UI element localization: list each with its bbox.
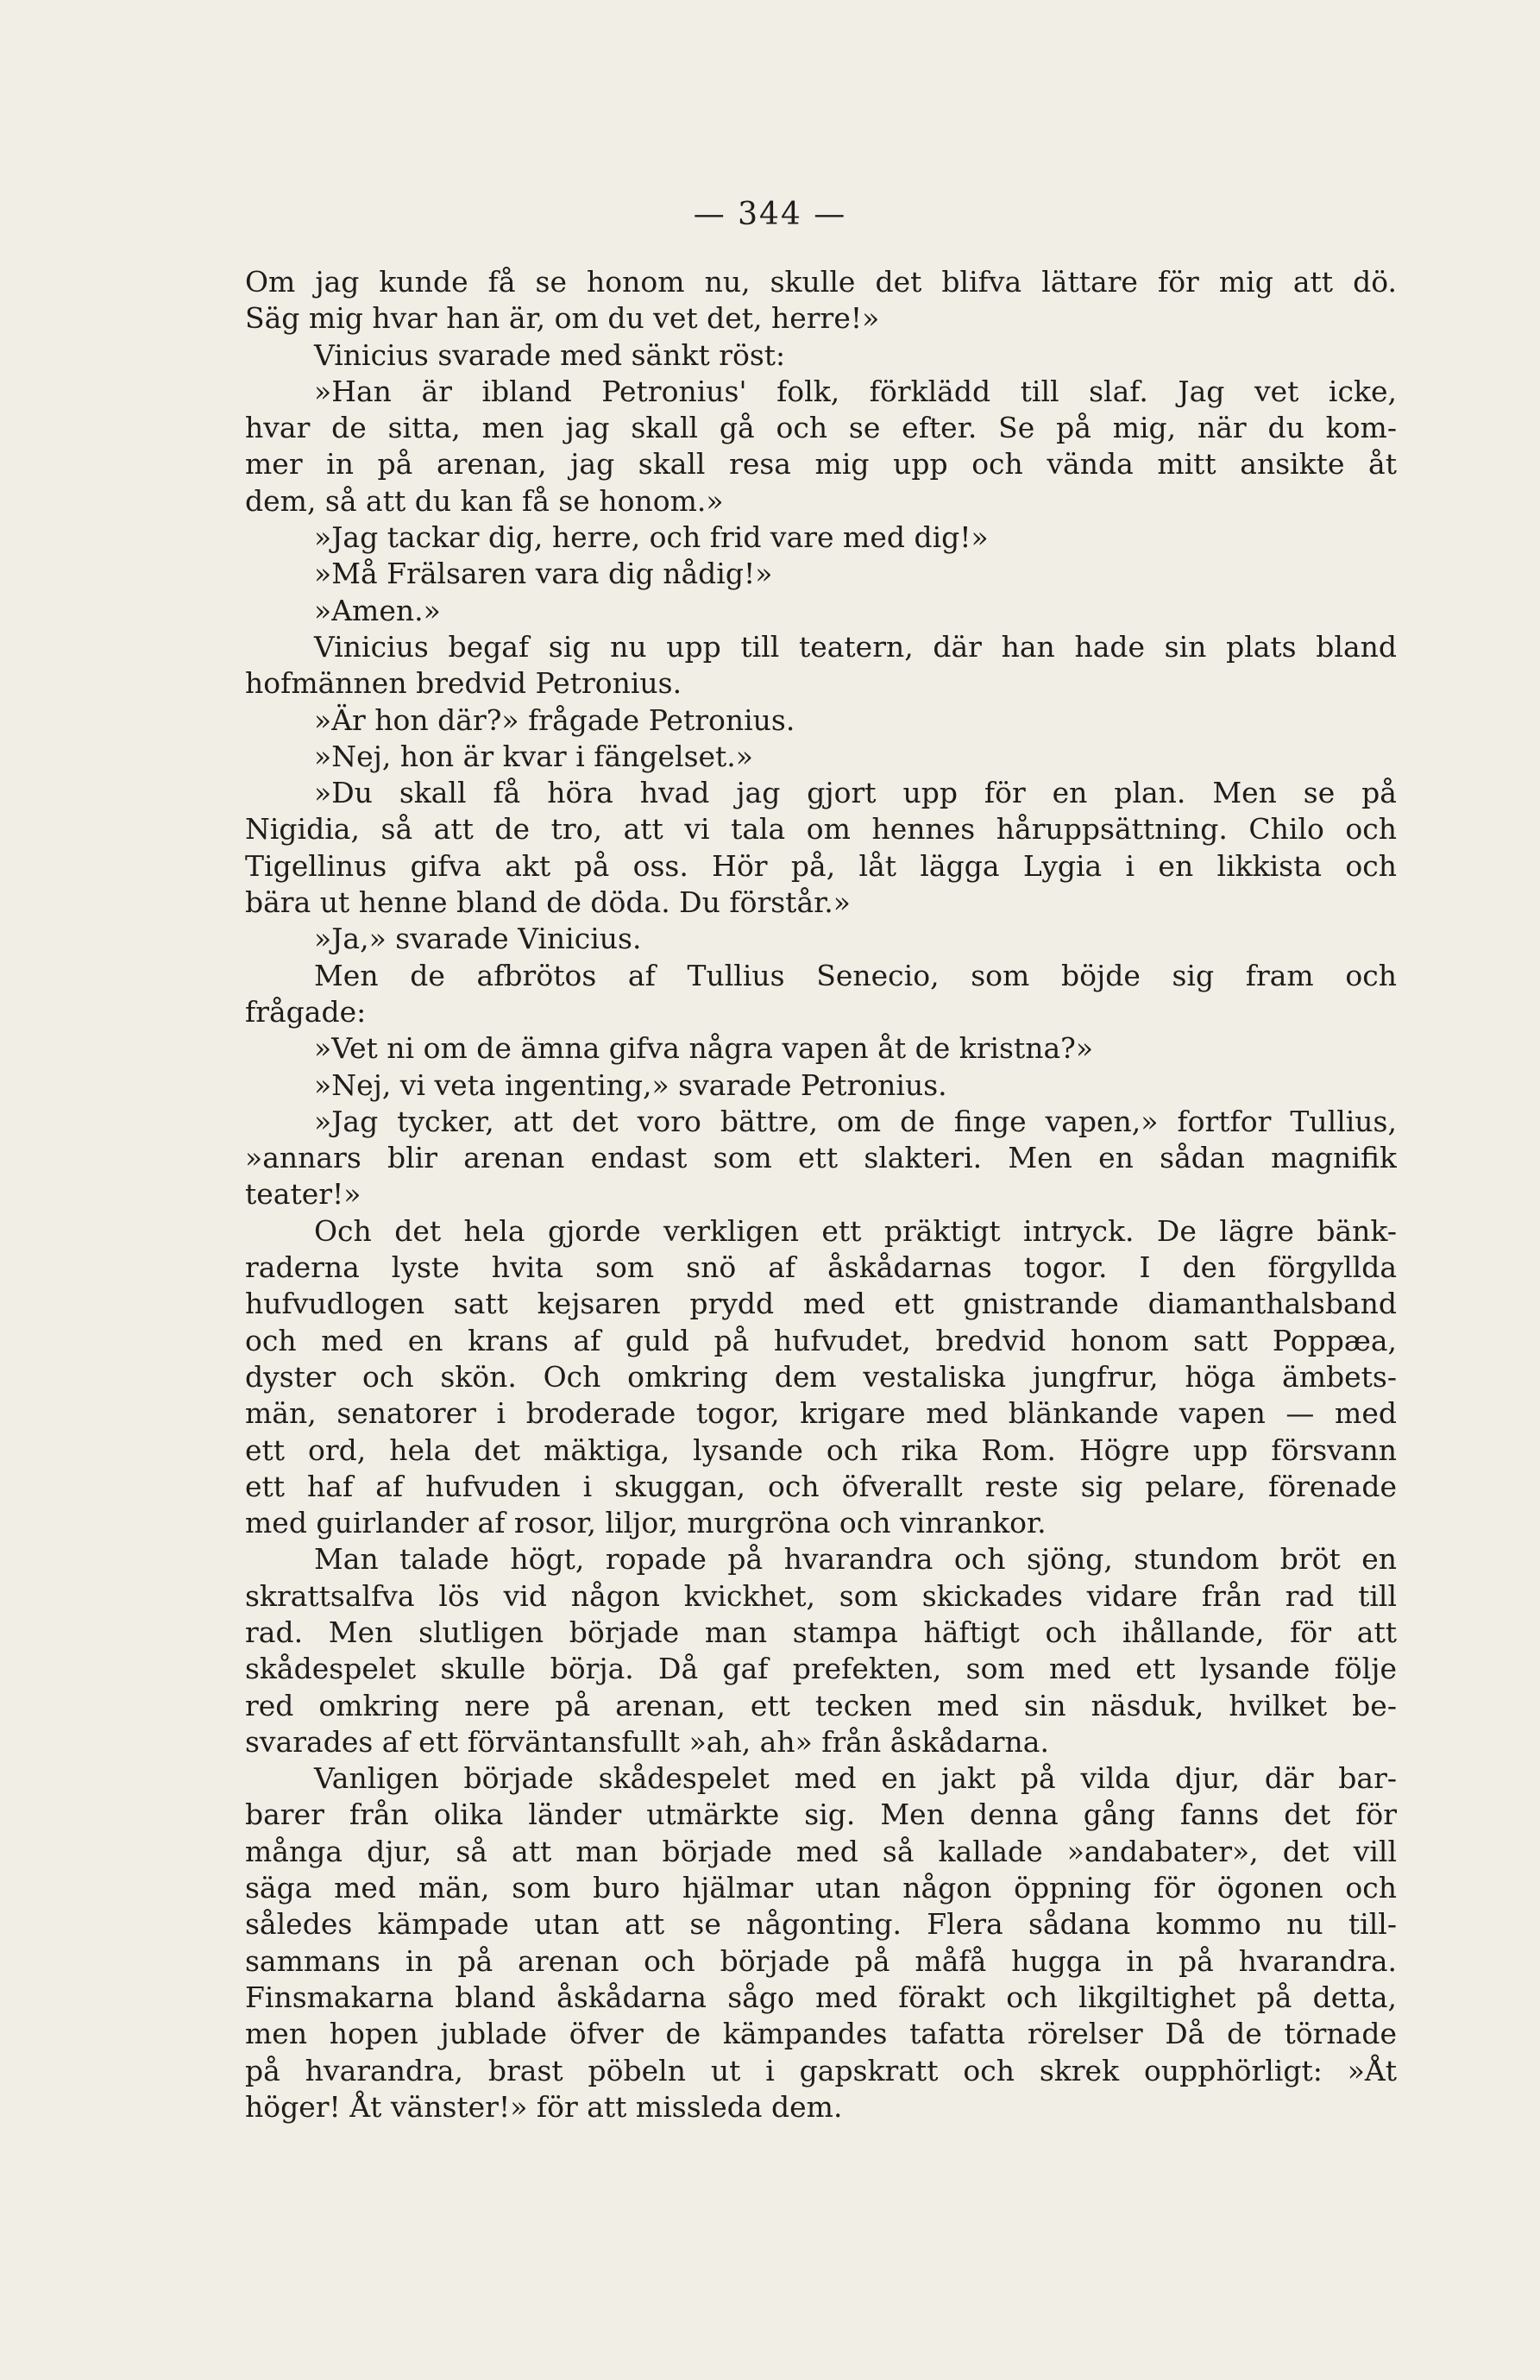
text-line: ett ord, hela det mäktiga, lysande och rika Rom. Högre upp försvann	[245, 1432, 1397, 1467]
text-line: »Nej, hon är kvar i fängelset.»	[314, 739, 753, 773]
text-line: »Nej, vi veta ingenting,» svarade Petronius.	[314, 1067, 947, 1102]
text-line: Säg mig hvar han är, om du vet det, herre!»	[245, 301, 880, 336]
text-line: Nigidia, så att de tro, att vi tala om hennes håruppsättning. Chilo och	[245, 812, 1397, 847]
text-line: säga med män, som buro hjälmar utan någon öppning för ögonen och	[245, 1871, 1397, 1905]
text-line: Finsmakarna bland åskådarna sågo med förakt och likgiltighet på detta,	[245, 1980, 1397, 2014]
text-line: dyster och skön. Och omkring dem vestaliska jungfrur, höga ämbets-	[245, 1359, 1397, 1394]
text-line: män, senatorer i broderade togor, krigare med blänkande vapen — med	[245, 1396, 1397, 1431]
text-line: mer in på arenan, jag skall resa mig upp och vända mitt ansikte åt	[245, 447, 1397, 482]
text-line: »Må Frälsaren vara dig nådig!»	[314, 557, 773, 591]
text-line: således kämpade utan att se någonting. Flera sådana kommo nu till-	[245, 1907, 1397, 1942]
page-number: — 344 —	[693, 197, 847, 232]
text-line: »Jag tycker, att det voro bättre, om de finge vapen,» fortfor Tullius,	[314, 1104, 1397, 1138]
text-line: Tigellinus gifva akt på oss. Hör på, låt lägga Lygia i en likkista och	[245, 848, 1397, 883]
text-line: Man talade högt, ropade på hvarandra och sjöng, stundom bröt en	[314, 1542, 1397, 1577]
text-line: »Vet ni om de ämna gifva några vapen åt de kristna?»	[314, 1031, 1094, 1066]
text-line: ett haf af hufvuden i skuggan, och öfverallt reste sig pelare, förenade	[245, 1469, 1397, 1503]
text-line: bära ut henne bland de döda. Du förstår.»	[245, 885, 851, 920]
text-line: många djur, så att man började med så kallade »andabater», det vill	[245, 1834, 1397, 1868]
text-line: Om jag kunde få se honom nu, skulle det blifva lättare för mig att dö.	[245, 265, 1397, 299]
text-line: Men de afbrötos af Tullius Senecio, som böjde sig fram och	[314, 958, 1397, 992]
text-line: »Ja,» svarade Vinicius.	[314, 922, 642, 956]
text-line: hvar de sitta, men jag skall gå och se efter. Se på mig, när du kom-	[245, 411, 1397, 445]
text-line: höger! Åt vänster!» för att missleda dem.	[245, 2089, 843, 2124]
text-line: »Du skall få höra hvad jag gjort upp för en plan. Men se på	[314, 776, 1397, 810]
text-line: hufvudlogen satt kejsaren prydd med ett gnistrande diamanthalsband	[245, 1287, 1397, 1321]
text-line: red omkring nere på arenan, ett tecken med sin näsduk, hvilket be-	[245, 1688, 1397, 1722]
text-line: skrattsalfva lös vid någon kvickhet, som skickades vidare från rad till	[245, 1578, 1397, 1613]
text-line: barer från olika länder utmärkte sig. Men denna gång fanns det för	[245, 1798, 1397, 1832]
text-line: »Han är ibland Petronius' folk, förklädd till slaf. Jag vet icke,	[314, 374, 1397, 408]
text-line: frågade:	[245, 994, 367, 1029]
text-line: och med en krans af guld på hufvudet, bredvid honom satt Poppæa,	[245, 1323, 1397, 1357]
text-line: Vinicius svarade med sänkt röst:	[314, 337, 786, 372]
text-line: Och det hela gjorde verkligen ett präktigt intryck. De lägre bänk-	[314, 1213, 1397, 1248]
text-line: skådespelet skulle börja. Då gaf prefekten, som med ett lysande följe	[245, 1652, 1397, 1686]
text-line: Vanligen började skådespelet med en jakt på vilda djur, där bar-	[314, 1761, 1397, 1796]
text-line: »Jag tackar dig, herre, och frid vare med dig!»	[314, 520, 989, 555]
text-line: »Är hon där?» frågade Petronius.	[314, 702, 795, 737]
text-line: dem, så att du kan få se honom.»	[245, 483, 724, 518]
text-line: sammans in på arenan och började på måfå hugga in på hvarandra.	[245, 1943, 1397, 1978]
text-line: men hopen jublade öfver de kämpandes tafatta rörelser Då de törnade	[245, 2017, 1397, 2051]
text-line: »Amen.»	[314, 593, 441, 627]
text-line: svarades af ett förväntansfullt »ah, ah» från åskådarna.	[245, 1724, 1049, 1759]
text-line: med guirlander af rosor, liljor, murgröna och vinrankor.	[245, 1506, 1047, 1540]
text-line: på hvarandra, brast pöbeln ut i gapskratt och skrek oupphörligt: »Åt	[245, 2053, 1397, 2087]
text-line: teater!»	[245, 1177, 361, 1212]
text-line: raderna lyste hvita som snö af åskådarnas togor. I den förgyllda	[245, 1250, 1397, 1285]
body-text	[245, 264, 1397, 2125]
text-line: Vinicius begaf sig nu upp till teatern, där han hade sin plats bland	[314, 629, 1397, 664]
text-line: rad. Men slutligen började man stampa häftigt och ihållande, för att	[245, 1615, 1397, 1649]
text-line: »annars blir arenan endast som ett slakteri. Men en sådan magnifik	[245, 1141, 1397, 1175]
text-line: hofmännen bredvid Petronius.	[245, 666, 682, 701]
